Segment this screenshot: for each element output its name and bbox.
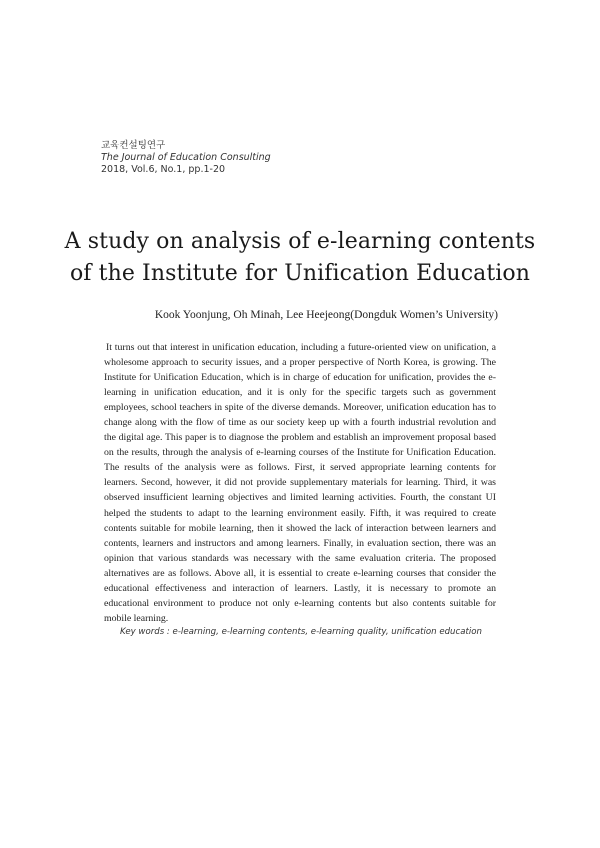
journal-english-name: The Journal of Education Consulting — [101, 152, 271, 163]
journal-korean-name: 교육컨설팅연구 — [101, 140, 166, 151]
paper-title-line-2: of the Institute for Unification Education — [69, 261, 531, 286]
keywords: Key words : e-learning, e-learning contents, e-learning quality, unification education — [120, 627, 482, 637]
author-list: Kook Yoonjung, Oh Minah, Lee Heejeong(Dongduk Women’s University) — [154, 309, 498, 321]
paper-title-line-1: A study on analysis of e-learning contents — [64, 229, 536, 254]
journal-header — [101, 140, 271, 176]
paper-title — [60, 226, 540, 290]
journal-citation: 2018, Vol.6, No.1, pp.1-20 — [101, 164, 226, 175]
abstract-text: It turns out that interest in unification education, including a future-oriented view on unification, a wholesome approach to security issues, and a proper perspective of North Korea, is growing. The Institute for Unification Education, which is in charge of education for unification, provides the e-learning in unification education, and it is only for the specific targets such as government employees, school teachers in spite of the diverse demands. Moreover, unification education has to change along with the flow of time as our society keep up with a fourth industrial revolution and the digital age. This paper is to diagnose the problem and establish an improvement proposal based on the results, through the analysis of e-learning courses of the Institute for Unification Education. The results of the analysis were as follows. First, it served appropriate learning contents for learners. Second, however, it did not provide supplementary materials for learning. Third, it was observed insufficient learning objectives and limited learning activities. Fourth, the constant UI helped the students to adapt to the learning environment easily. Fifth, it was required to create contents suitable for mobile learning, then it showed the lack of interaction between learners and contents, learners and instructors and among learners. Finally, in evaluation section, there was an opinion that various standards was necessary with the same evaluation criteria. The proposed alternatives are as follows. Above all, it is essential to create e-learning courses that consider the educational effectiveness and interaction of learners. Lastly, it is necessary to promote an educational environment to produce not only e-learning contents but also contents suitable for mobile learning. — [104, 342, 496, 624]
